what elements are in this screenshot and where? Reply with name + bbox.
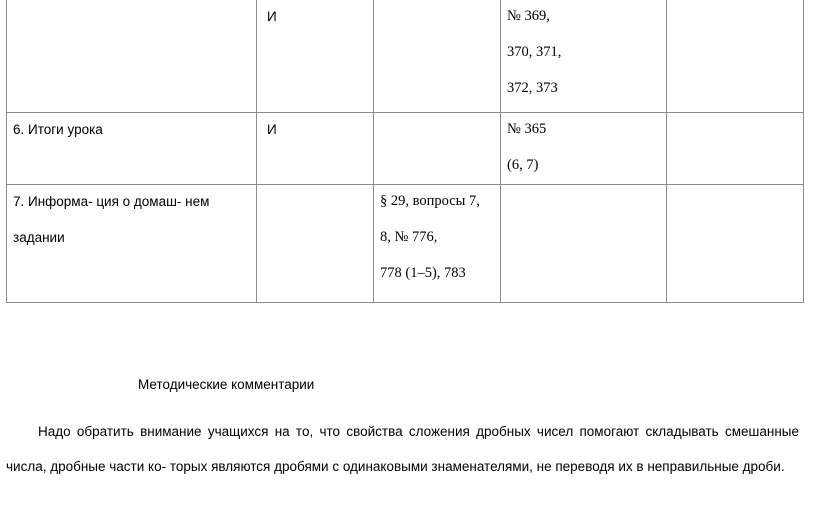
- form-cell: [257, 0, 374, 113]
- comment-paragraph: Надо обратить внимание учащихся на то, что свойства сложения дробных чисел помогают складывать смешанные числа, дробные части ко- торых являются дробями с одинаковыми знаменателями, не переводя их в неправильные дроби.: [6, 424, 799, 474]
- workbook-line: № 369,: [507, 8, 550, 24]
- table-row: [7, 113, 804, 185]
- notes-cell: [667, 113, 804, 185]
- stage-cell: [7, 113, 257, 185]
- workbook-cell: [501, 113, 667, 185]
- stage-cell: [7, 0, 257, 113]
- table-row: [7, 185, 804, 303]
- textbook-cell: [374, 113, 501, 185]
- workbook-line: № 365: [507, 121, 547, 137]
- stage-text: задании: [13, 230, 65, 245]
- table-row: [7, 0, 804, 113]
- workbook-cell: [501, 185, 667, 303]
- form-cell: [257, 185, 374, 303]
- workbook-line: 370, 371,: [507, 44, 562, 60]
- workbook-line: 372, 373: [507, 80, 558, 96]
- textbook-line: 778 (1–5), 783: [380, 265, 466, 281]
- notes-cell: [667, 0, 804, 113]
- form-text: И: [267, 122, 277, 137]
- textbook-cell: [374, 185, 501, 303]
- stage-cell: [7, 185, 257, 303]
- notes-cell: [667, 185, 804, 303]
- workbook-line: (6, 7): [507, 157, 539, 173]
- workbook-cell: [501, 0, 667, 113]
- section-heading: Методические комментарии: [138, 377, 315, 392]
- stage-text: 7. Информа- ция о домаш- нем: [13, 194, 210, 209]
- form-cell: [257, 113, 374, 185]
- form-text: И: [267, 9, 277, 24]
- lesson-plan-table: [6, 0, 804, 303]
- textbook-line: § 29, вопросы 7,: [380, 193, 480, 209]
- textbook-cell: [374, 0, 501, 113]
- textbook-line: 8, № 776,: [380, 229, 438, 245]
- stage-text: 6. Итоги урока: [13, 122, 103, 137]
